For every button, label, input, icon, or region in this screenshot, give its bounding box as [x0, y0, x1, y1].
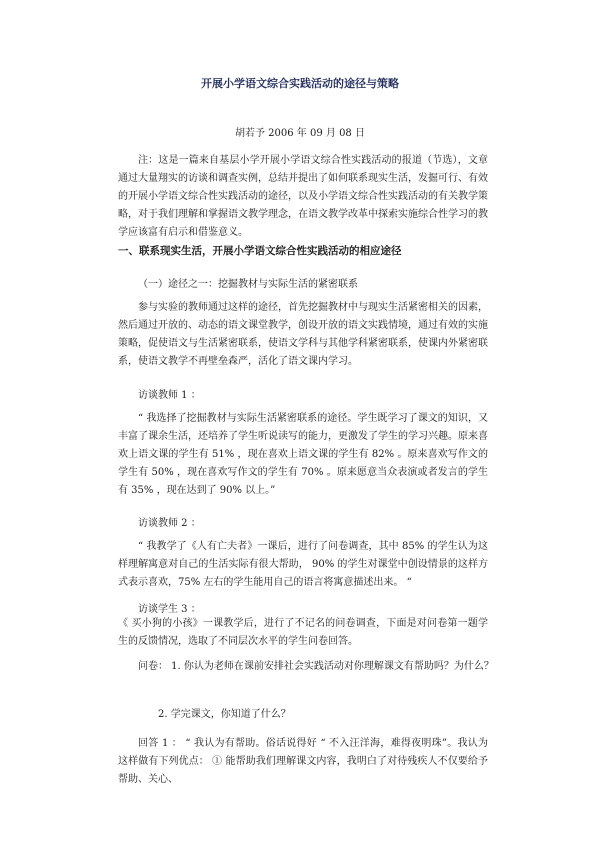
question-1: 问卷： 1. 你认为老师在课前安排社会实践活动对你理解课文有帮助吗？为什么？ [138, 661, 494, 672]
subsection-heading-1: （一）途径之一：挖掘教材与实际生活的紧密联系 [138, 279, 358, 290]
article-title: 开展小学语文综合实践活动的途径与策略 [201, 77, 399, 90]
interview-label-2: 访谈教师 2 ： [138, 518, 201, 529]
paragraph-1: 参与实验的教师通过这样的途径，首先挖掘教材中与现实生活紧密相关的因素，然后通过开放的、动态的语文课堂教学，创设开放的语文实践情境，通过有效的实施策略，促使语文与生活紧密联系，使语文学科与其他学科紧密联系，使课内外紧密联系，使语文教学不再壁垒森严，活化了语文课内学习。 [118, 302, 488, 367]
editor-note: 注：这是一篇来自基层小学开展小学语文综合性实践活动的报道（节选），文章通过大量翔实的访谈和调查实例，总结并提出了如何联系现实生活，发掘可行、有效的开展小学语文综合性实践活动的途径，以及小学语文综合性实践活动的有关教学策略，对于我们理解和掌握语文教学理念，在语文教学改革中探索实施综合性学习的教学应该富有启示和借鉴意义。 [118, 155, 488, 238]
answer-1: 回答 1 ： “ 我认为有帮助。俗话说得好 “ 不入汪洋海，难得夜明珠”。我认为这样做有下列优点： ① 能帮助我们理解课文内容，我明白了对待残疾人不仅要给予帮助、关心、 [118, 738, 488, 785]
interview-label-3: 访谈学生 3 ： [138, 604, 201, 615]
interview-text-3: 《 买小狗的小孩》一课教学后，进行了不记名的问卷调查，下面是对问卷第一题学生的反馈情况，选取了不同层次水平的学生问卷回答。 [118, 618, 488, 647]
section-heading-1: 一、联系现实生活，开展小学语文综合性实践活动的相应途径 [118, 245, 402, 257]
interview-text-1: “ 我选择了挖掘教材与实际生活紧密联系的途径。学生既学习了课文的知识，又丰富了课余生活，还培养了学生听说读写的能力，更激发了学生的学习兴趣。原来喜欢上语文课的学生有 51% ，现在喜欢上语文课的学生有 82% 。原来喜欢写作文的学生有 50% ，现在喜欢写作文的学生有 70% 。原来愿意当众表演或者发言的学生有 35% ，现在达到了 90% 以上。” [118, 413, 488, 496]
interview-label-1: 访谈教师 1 ： [138, 390, 201, 401]
author-date: 胡若予 2006 年 09 月 08 日 [235, 128, 365, 139]
interview-text-2: “ 我教学了《人有亡夫者》一课后，进行了问卷调查，其中 85% 的学生认为这样理解寓意对自己的生活实际有很大帮助， 90% 的学生对课堂中创设情景的这样方式表示喜欢，75% 左右的学生能用自己的语言将寓意描述出来。 “ [118, 541, 488, 588]
question-2: 2. 学完课文，你知道了什么？ [158, 709, 291, 720]
